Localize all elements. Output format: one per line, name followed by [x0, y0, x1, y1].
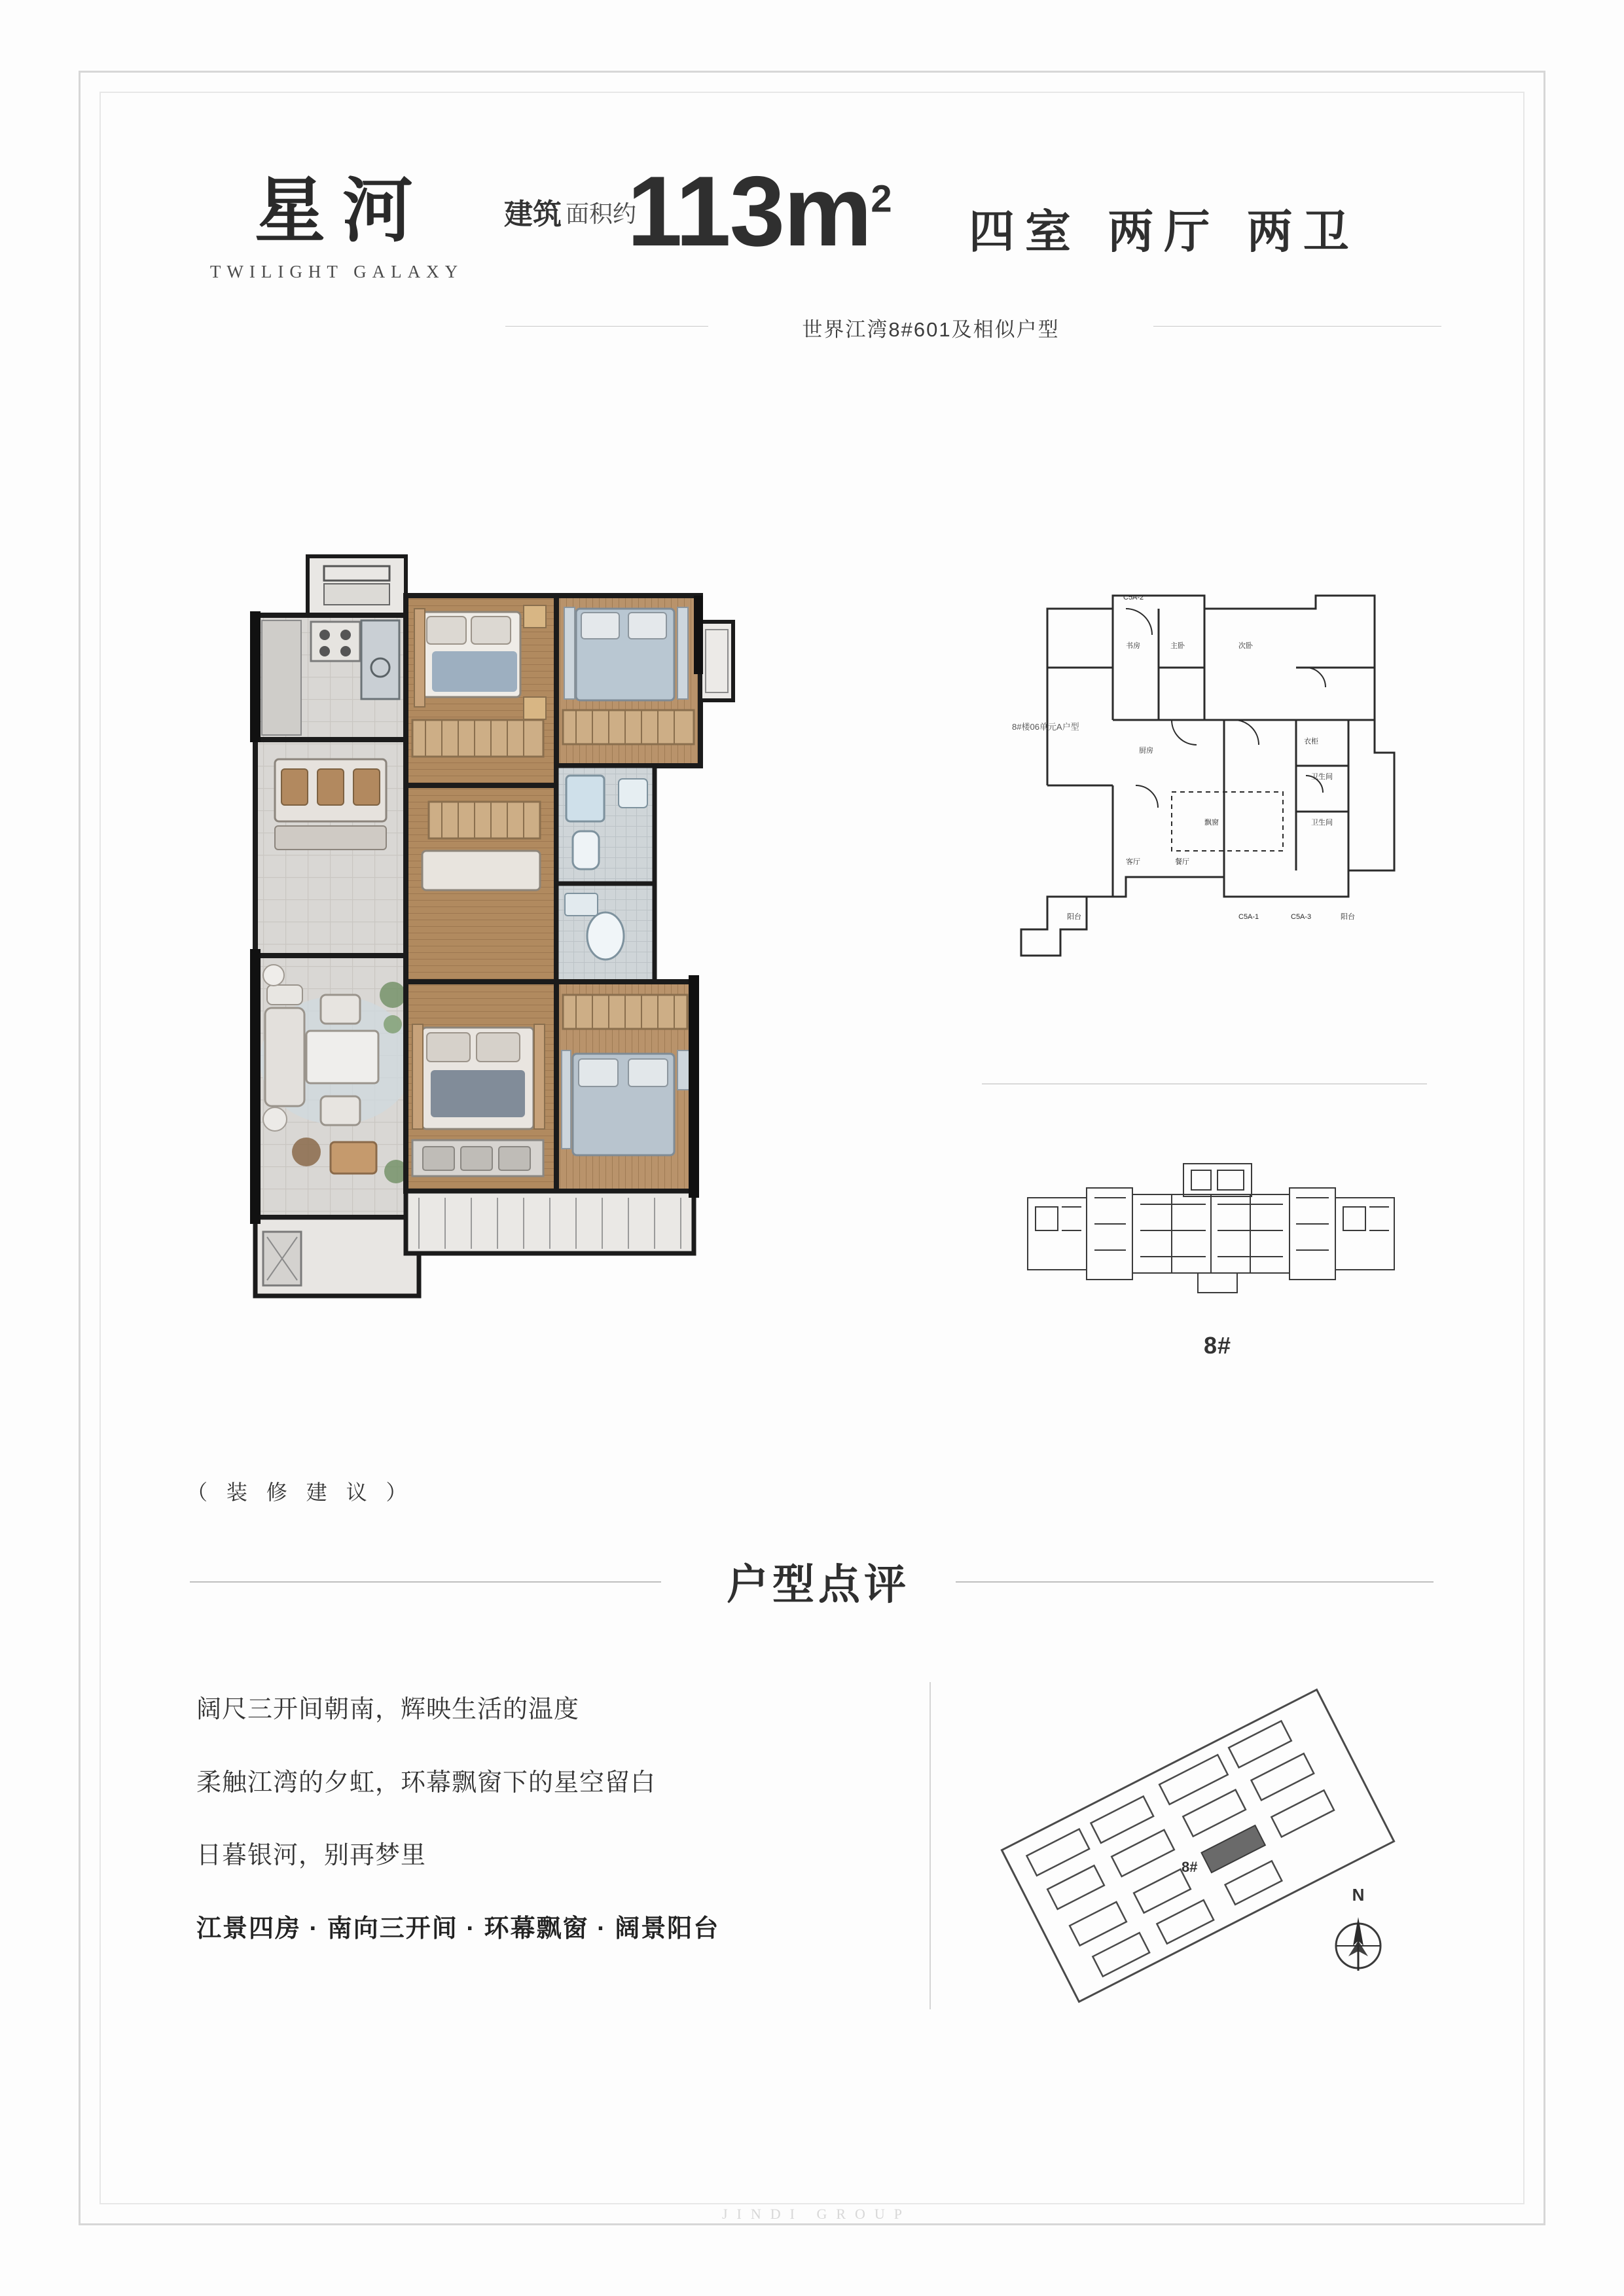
review-rule-right — [956, 1581, 1434, 1583]
area-number-block — [627, 154, 892, 269]
svg-text:书房: 书房 — [1126, 642, 1140, 650]
svg-text:C5A-1: C5A-1 — [1238, 913, 1259, 921]
svg-text:飘窗: 飘窗 — [1204, 819, 1219, 827]
review-line-3: 日暮银河，别再梦里 — [196, 1842, 427, 1870]
building-floor-plate — [1021, 1152, 1414, 1316]
decoration-note: （ 装 修 建 议 ） — [187, 1480, 414, 1504]
room-configuration: 四室 两厅 两卫 — [969, 204, 1360, 259]
review-line-1: 阔尺三开间朝南，辉映生活的温度 — [196, 1696, 580, 1723]
compass-icon — [1322, 1908, 1394, 1980]
label-build — [504, 198, 562, 231]
review-title: 户型点评 — [727, 1560, 910, 1609]
north-label: N — [1352, 1885, 1365, 1905]
subtitle-row — [505, 313, 1441, 339]
label-area-text: 面积约 — [566, 201, 637, 228]
svg-text:卫生间: 卫生间 — [1311, 819, 1333, 827]
svg-text:次卧: 次卧 — [1238, 642, 1253, 650]
site-marker-label: 8# — [1182, 1859, 1198, 1875]
subtitle-rule-right — [1153, 326, 1441, 327]
brand-name-cn: 星河 — [254, 170, 430, 252]
area-unit: m — [784, 156, 871, 267]
label-area — [566, 198, 636, 228]
section-rule — [982, 1083, 1427, 1085]
review-line-2: 柔触江湾的夕虹，环幕飘窗下的星空留白 — [196, 1768, 657, 1797]
svg-text:厨房: 厨房 — [1139, 747, 1153, 755]
svg-text:衣柜: 衣柜 — [1304, 738, 1318, 745]
subtitle-rule-left — [505, 326, 708, 327]
brand-name-en: TWILIGHT GALAXY — [209, 262, 464, 282]
label-build-text: 建筑 — [504, 198, 562, 231]
svg-text:阳台: 阳台 — [1067, 913, 1081, 921]
building-label: 8# — [1203, 1332, 1232, 1359]
svg-text:卫生间: 卫生间 — [1311, 773, 1333, 781]
svg-text:阳台: 阳台 — [1341, 913, 1355, 921]
subtitle-text: 世界江湾8#601及相似户型 — [802, 318, 1060, 341]
review-rule-left — [190, 1581, 661, 1583]
review-body — [196, 1695, 890, 1944]
header — [196, 156, 1440, 360]
brand-block — [196, 170, 471, 282]
area-superscript: 2 — [871, 177, 892, 221]
area-label-group — [504, 198, 636, 231]
svg-text:C5A-2: C5A-2 — [1123, 594, 1144, 601]
schematic-note: 8#楼06单元A户型 — [1012, 722, 1079, 732]
area-number: 113 — [627, 156, 784, 267]
svg-text:餐厅: 餐厅 — [1175, 858, 1189, 866]
svg-text:C5A-3: C5A-3 — [1291, 913, 1312, 921]
floor-plan-illustration — [196, 543, 949, 1394]
review-highlight: 江景四房 · 南向三开间 · 环幕飘窗 · 阔景阳台 — [196, 1914, 720, 1943]
headline — [504, 156, 1447, 314]
review-divider — [929, 1682, 931, 2009]
svg-text:客厅: 客厅 — [1126, 858, 1140, 866]
review-title-row — [190, 1551, 1434, 1610]
footer-brand: JINDI GROUP — [721, 2206, 912, 2222]
north-indicator — [1322, 1885, 1394, 1983]
svg-text:主卧: 主卧 — [1170, 642, 1185, 650]
schematic-floor-plan — [1008, 589, 1427, 975]
